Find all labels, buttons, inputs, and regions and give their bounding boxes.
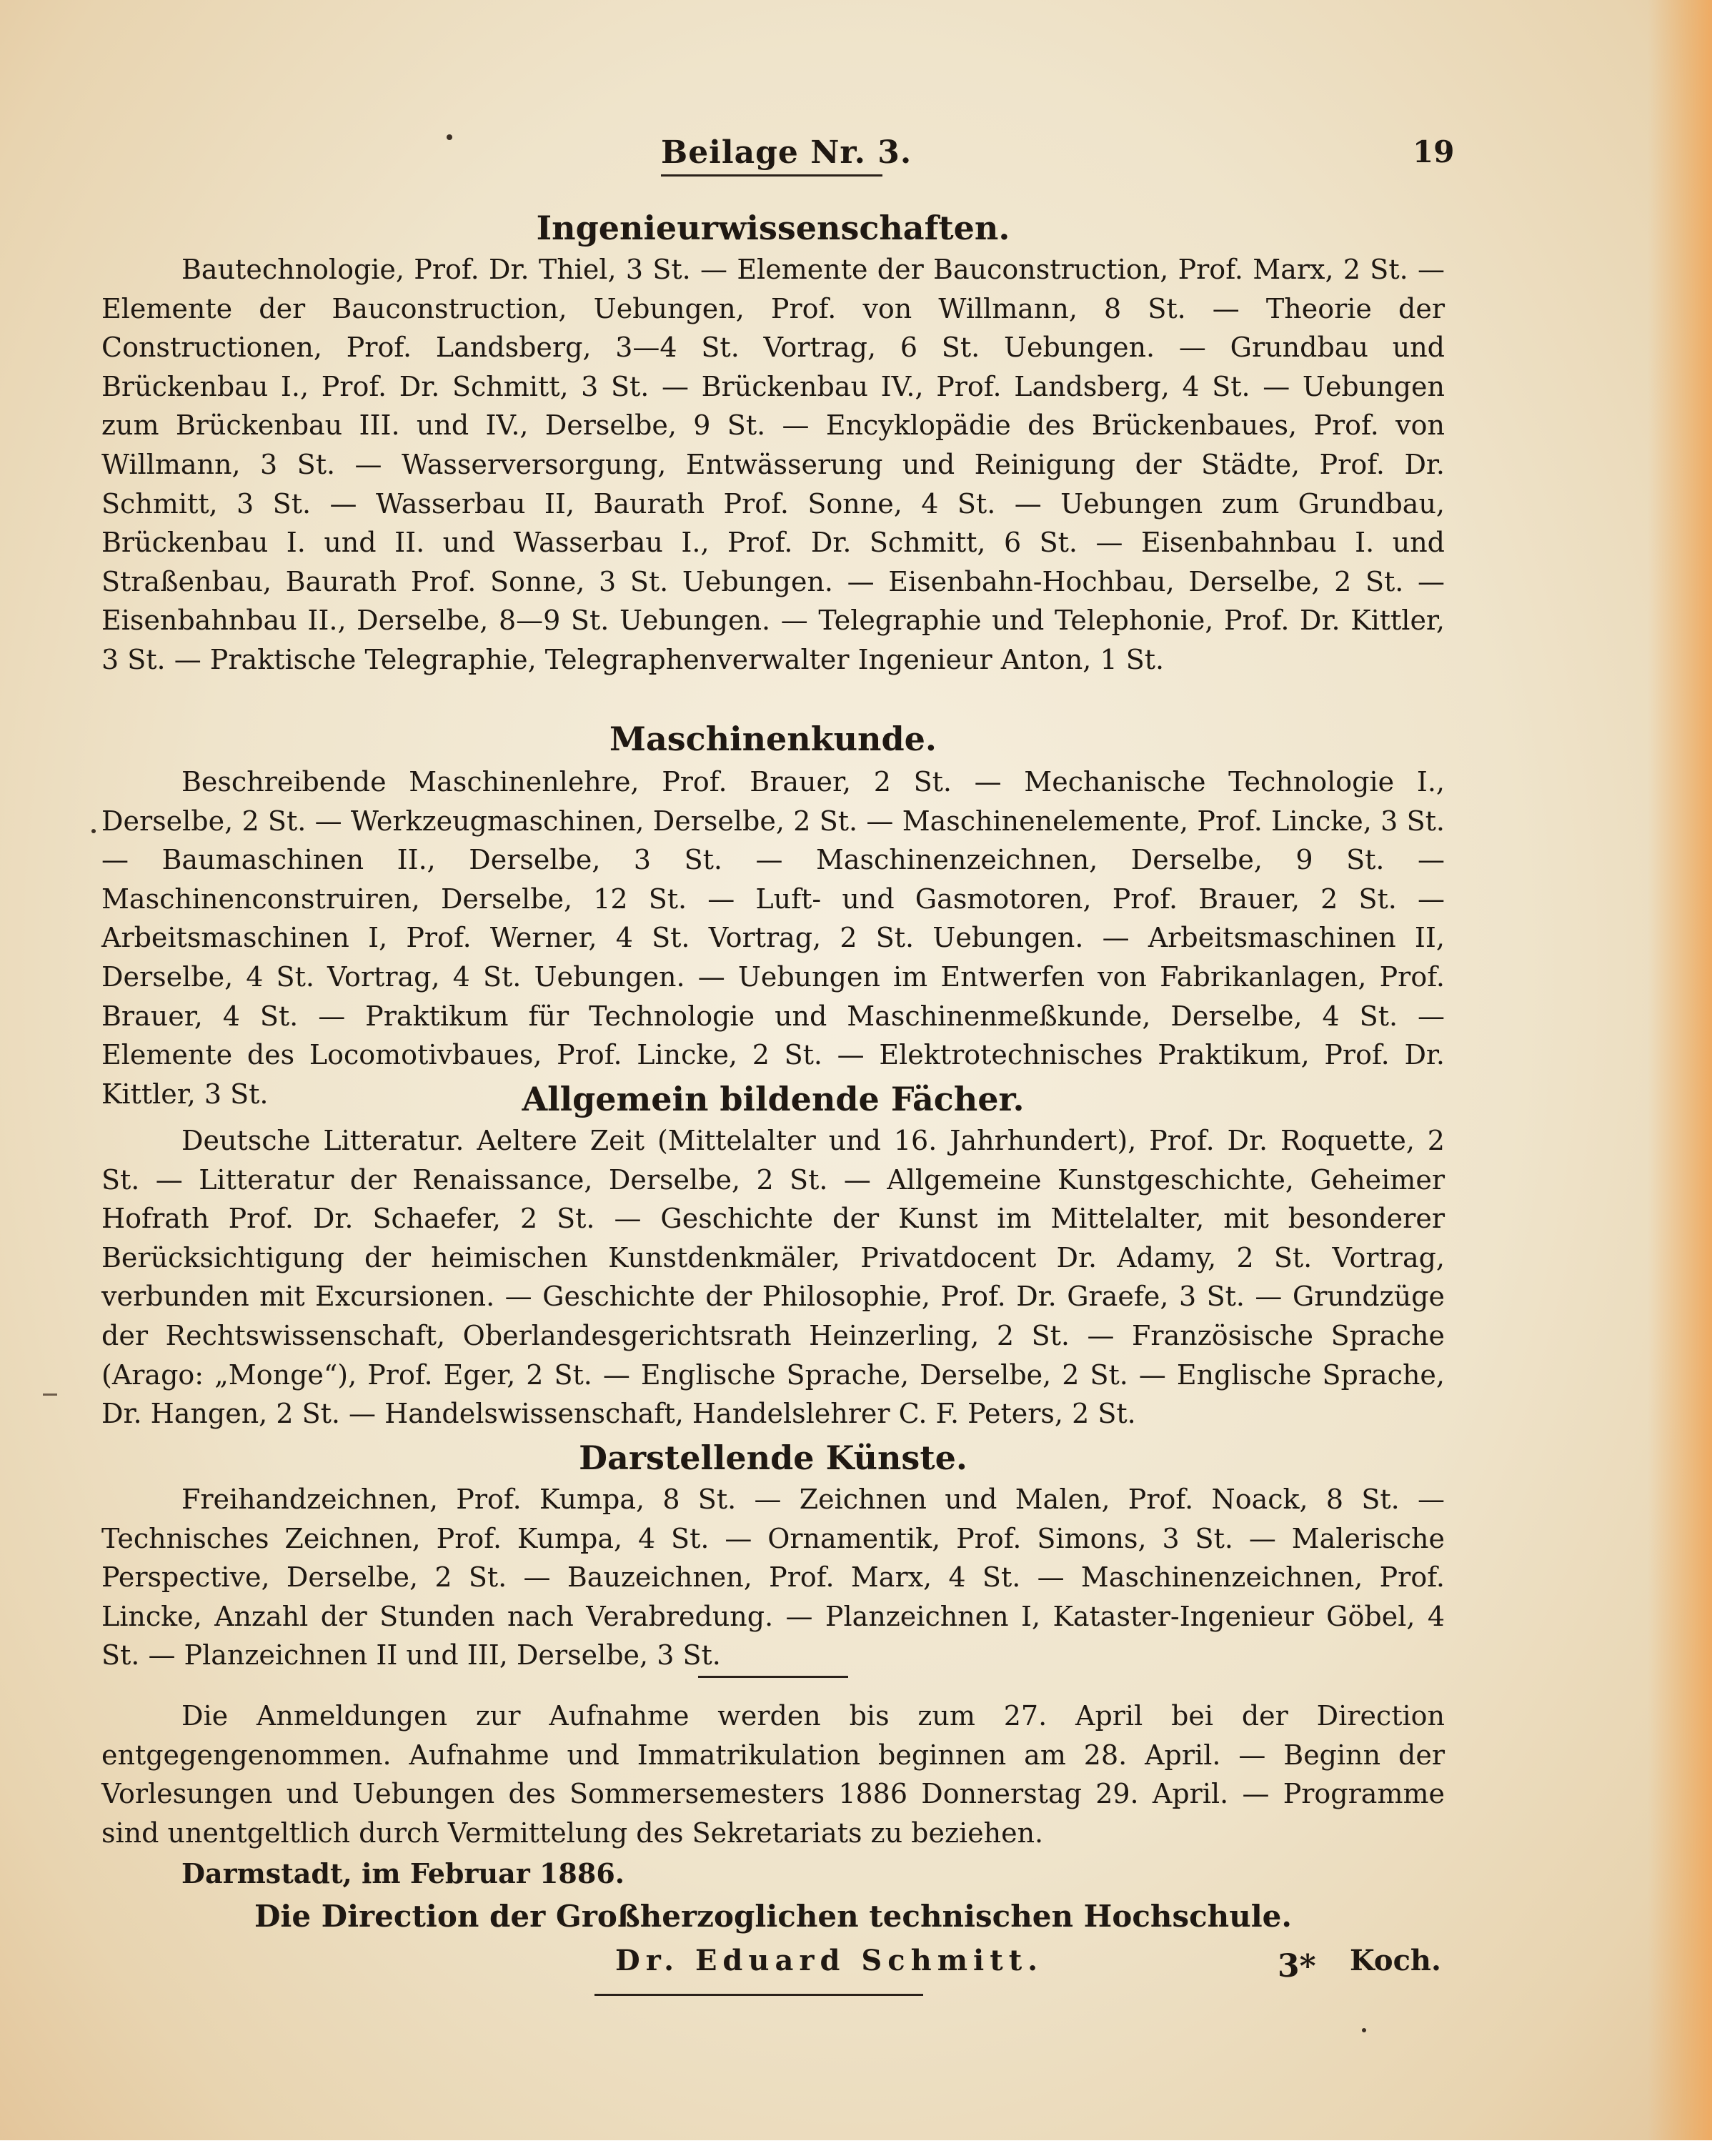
section-body-allgemein-bildende-faecher: Deutsche Litteratur. Aeltere Zeit (Mittelalter und 16. Jahrhundert), Prof. Dr. Roquette, 2 St. — Litteratur der Renaissance, Derselbe, 2 St. — Allgemeine Kunstgeschichte, Geheimer Hofrath Prof. Dr. Schaefer, 2 St. — Geschichte der Kunst im Mittelalter, mit besonderer Berücksichtigung der heimischen Kunstdenkmäler, Privatdocent Dr. Adamy, 2 St. Vortrag, verbunden mit Excursionen. — Geschichte der Philosophie, Prof. Dr. Graefe, 3 St. — Grundzüge der Rechtswissenschaft, Oberlandesgerichtsrath Heinzerling, 2 St. — Französische Sprache (Arago: „Monge“), Prof. Eger, 2 St. — Englische Sprache, Derselbe, 2 St. — Englische Sprache, Dr. Hangen, 2 St. — Handelswissenschaft, Handelslehrer C. F. Peters, 2 St. bbox=[101, 1125, 1445, 1430]
scan-margin bbox=[0, 2140, 1712, 2156]
page-edge-shading bbox=[1648, 0, 1712, 2156]
section-body-darstellende-kuenste: Freihandzeichnen, Prof. Kumpa, 8 St. — Zeichnen und Malen, Prof. Noack, 8 St. — Technisches Zeichnen, Prof. Kumpa, 4 St. — Ornamentik, Prof. Simons, 3 St. — Malerische Perspective, Derselbe, 2 St. — Bauzeichnen, Prof. Marx, 4 St. — Maschinenzeichnen, Prof. Lincke, Anzahl der Stunden nach Verabredung. — Planzeichnen I, Kataster-Ingenieur Göbel, 4 St. — Planzeichnen II und III, Derselbe, 3 St. bbox=[101, 1484, 1445, 1671]
issuing-authority: Die Direction der Großherzoglichen technischen Hochschule. bbox=[254, 1899, 1293, 1934]
page-number: 19 bbox=[1413, 134, 1455, 169]
ink-speck bbox=[91, 829, 96, 833]
section-heading-allgemein-bildende-faecher: Allgemein bildende Fächer. bbox=[522, 1080, 1025, 1118]
margin-mark bbox=[43, 1394, 57, 1396]
running-title-rule bbox=[661, 174, 882, 177]
dateline: Darmstadt, im Februar 1886. bbox=[181, 1857, 624, 1889]
signature-mark: 3* bbox=[1278, 1948, 1316, 1984]
signature-block bbox=[101, 1941, 1445, 1987]
section-heading-ingenieurwissenschaften: Ingenieurwissenschaften. bbox=[536, 209, 1010, 247]
page-body bbox=[101, 207, 1445, 1996]
section-body-maschinenkunde: Beschreibende Maschinenlehre, Prof. Brauer, 2 St. — Mechanische Technologie I., Derselbe, 2 St. — Werkzeugmaschinen, Derselbe, 2 St. — Maschinenelemente, Prof. Lincke, 3 St. — Baumaschinen II., Derselbe, 3 St. — Maschinenzeichnen, Derselbe, 9 St. — Maschinenconstruiren, Derselbe, 12 St. — Luft- und Gasmotoren, Prof. Brauer, 2 St. — Arbeitsmaschinen I, Prof. Werner, 4 St. Vortrag, 2 St. Uebungen. — Arbeitsmaschinen II, Derselbe, 4 St. Vortrag, 4 St. Uebungen. — Uebungen im Entwerfen von Fabrikanlagen, Prof. Brauer, 4 St. — Praktikum für Technologie und Maschinenmeßkunde, Derselbe, 4 St. — Elemente des Locomotivbaues, Prof. Lincke, 2 St. — Elektrotechnisches Praktikum, Prof. Dr. Kittler, 3 St. bbox=[101, 766, 1445, 1110]
section-body-ingenieurwissenschaften: Bautechnologie, Prof. Dr. Thiel, 3 St. — Elemente der Bauconstruction, Prof. Marx, 2 St. — Elemente der Bauconstruction, Uebungen, Prof. von Willmann, 8 St. — Theorie der Constructionen, Prof. Landsberg, 3—4 St. Vortrag, 6 St. Uebungen. — Grundbau und Brückenbau I., Prof. Dr. Schmitt, 3 St. — Brückenbau IV., Prof. Landsberg, 4 St. — Uebungen zum Brückenbau III. und IV., Derselbe, 9 St. — Encyklopädie des Brückenbaues, Prof. von Willmann, 3 St. — Wasserversorgung, Entwässerung und Reinigung der Städte, Prof. Dr. Schmitt, 3 St. — Wasserbau II, Baurath Prof. Sonne, 4 St. — Uebungen zum Grundbau, Brückenbau I. und II. und Wasserbau I., Prof. Dr. Schmitt, 6 St. — Eisenbahnbau I. und Straßenbau, Baurath Prof. Sonne, 3 St. Uebungen. — Eisenbahn-Hochbau, Derselbe, 2 St. — Eisenbahnbau II., Derselbe, 8—9 St. Uebungen. — Telegraphie und Telephonie, Prof. Dr. Kittler, 3 St. — Praktische Telegraphie, Telegraphenverwalter Ingenieur Anton, 1 St. bbox=[101, 254, 1445, 675]
running-title: Beilage Nr. 3. bbox=[661, 134, 912, 171]
closing-rule bbox=[594, 1994, 923, 1996]
page-header bbox=[0, 130, 1712, 180]
section-heading-darstellende-kuenste: Darstellende Künste. bbox=[579, 1439, 967, 1477]
director-signature: Dr. Eduard Schmitt. bbox=[615, 1944, 1044, 1977]
section-divider bbox=[698, 1676, 848, 1678]
secretary-signature: Koch. bbox=[1350, 1944, 1441, 1977]
ink-speck bbox=[1362, 2028, 1366, 2032]
section-heading-maschinenkunde: Maschinenkunde. bbox=[609, 720, 937, 758]
admission-announcement: Die Anmeldungen zur Aufnahme werden bis zum 27. April bei der Direction entgegengenommen. Aufnahme und Immatrikulation beginnen am 28. April. — Beginn der Vorlesungen und Uebungen des Sommersemesters 1886 Donnerstag 29. April. — Programme sind unentgeltlich durch Vermittelung des Sekretariats zu beziehen. bbox=[101, 1700, 1445, 1849]
